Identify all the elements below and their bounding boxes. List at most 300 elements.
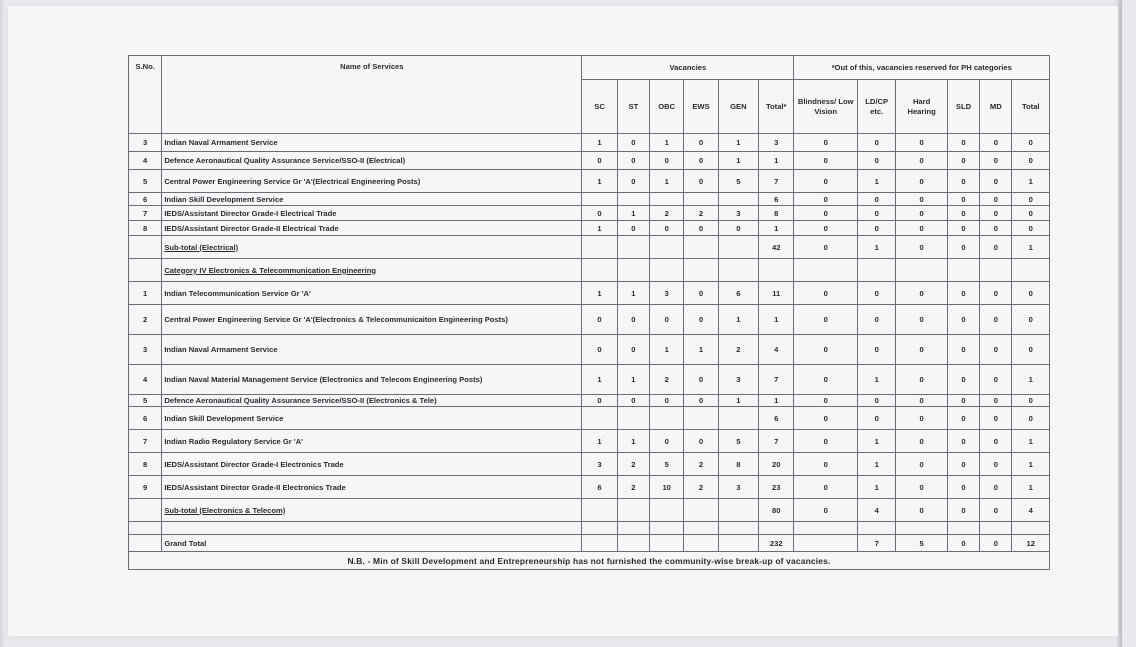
gen-cell: 3 <box>718 476 758 499</box>
table-row <box>129 282 1050 305</box>
gen-cell: 1 <box>718 395 758 407</box>
ph-total-cell <box>1012 259 1050 282</box>
sc-cell <box>582 407 617 430</box>
st-cell <box>617 259 649 282</box>
st-cell: 1 <box>617 365 649 395</box>
total-cell: 1 <box>759 395 794 407</box>
blindness-cell: 0 <box>794 476 858 499</box>
ldcp-cell: 0 <box>858 395 896 407</box>
sno-cell: 6 <box>129 193 162 206</box>
table-row <box>129 365 1050 395</box>
md-cell: 0 <box>980 305 1012 335</box>
md-cell: 0 <box>980 499 1012 522</box>
ph-total-cell <box>1012 522 1050 535</box>
sld-cell: 0 <box>947 453 979 476</box>
gen-cell <box>718 236 758 259</box>
obc-cell <box>650 193 684 206</box>
service-name-cell: IEDS/Assistant Director Grade-I Electronics Trade <box>162 453 582 476</box>
ph-total-cell: 0 <box>1012 193 1050 206</box>
sc-cell <box>582 259 617 282</box>
gen-cell: 6 <box>718 282 758 305</box>
sc-cell: 1 <box>582 170 617 193</box>
sld-cell: 0 <box>947 395 979 407</box>
service-name-cell: Defence Aeronautical Quality Assurance Service/SSO-II (Electronics & Tele) <box>162 395 582 407</box>
md-cell: 0 <box>980 236 1012 259</box>
col-obc: OBC <box>650 80 684 134</box>
sno-cell <box>129 259 162 282</box>
blindness-cell: 0 <box>794 395 858 407</box>
gen-cell <box>718 535 758 552</box>
col-total: Total* <box>759 80 794 134</box>
obc-cell: 0 <box>650 430 684 453</box>
gen-cell <box>718 407 758 430</box>
sno-cell: 1 <box>129 282 162 305</box>
sld-cell <box>947 259 979 282</box>
sld-cell: 0 <box>947 152 979 170</box>
obc-cell: 3 <box>650 282 684 305</box>
ldcp-cell: 0 <box>858 305 896 335</box>
hard-hearing-cell: 0 <box>896 335 947 365</box>
table-row <box>129 134 1050 152</box>
ews-cell <box>684 407 718 430</box>
blindness-cell: 0 <box>794 193 858 206</box>
service-name-cell: Grand Total <box>162 535 582 552</box>
ews-cell: 0 <box>684 305 718 335</box>
sc-cell: 0 <box>582 206 617 221</box>
st-cell <box>617 407 649 430</box>
blindness-cell: 0 <box>794 170 858 193</box>
blindness-cell <box>794 522 858 535</box>
sno-cell: 8 <box>129 221 162 236</box>
ph-total-cell: 1 <box>1012 170 1050 193</box>
st-cell <box>617 193 649 206</box>
sc-cell: 1 <box>582 282 617 305</box>
hard-hearing-cell: 0 <box>896 193 947 206</box>
sno-cell <box>129 499 162 522</box>
sld-cell: 0 <box>947 282 979 305</box>
sc-cell: 3 <box>582 453 617 476</box>
sld-cell: 0 <box>947 305 979 335</box>
gen-cell: 2 <box>718 335 758 365</box>
col-ews: EWS <box>684 80 718 134</box>
ews-cell: 0 <box>684 152 718 170</box>
service-name-cell: Indian Naval Armament Service <box>162 134 582 152</box>
hard-hearing-cell: 0 <box>896 430 947 453</box>
ldcp-cell: 0 <box>858 282 896 305</box>
hard-hearing-cell: 0 <box>896 152 947 170</box>
table-row <box>129 476 1050 499</box>
gen-cell: 1 <box>718 305 758 335</box>
ph-total-cell: 1 <box>1012 476 1050 499</box>
sc-cell: 6 <box>582 476 617 499</box>
sld-cell: 0 <box>947 335 979 365</box>
st-cell <box>617 522 649 535</box>
table-row <box>129 305 1050 335</box>
total-cell: 23 <box>759 476 794 499</box>
md-cell: 0 <box>980 282 1012 305</box>
md-cell: 0 <box>980 335 1012 365</box>
service-name-cell: IEDS/Assistant Director Grade-II Electronics Trade <box>162 476 582 499</box>
sc-cell: 1 <box>582 365 617 395</box>
sno-cell: 7 <box>129 430 162 453</box>
sld-cell: 0 <box>947 499 979 522</box>
table-row <box>129 430 1050 453</box>
sc-cell <box>582 522 617 535</box>
hard-hearing-cell: 0 <box>896 407 947 430</box>
service-name-cell: Indian Telecommunication Service Gr 'A' <box>162 282 582 305</box>
blindness-cell: 0 <box>794 335 858 365</box>
ph-total-cell: 12 <box>1012 535 1050 552</box>
sno-cell <box>129 236 162 259</box>
md-cell: 0 <box>980 476 1012 499</box>
obc-cell: 0 <box>650 221 684 236</box>
ews-cell: 0 <box>684 134 718 152</box>
obc-cell: 0 <box>650 305 684 335</box>
st-cell: 1 <box>617 430 649 453</box>
ldcp-cell: 1 <box>858 453 896 476</box>
sc-cell: 1 <box>582 221 617 236</box>
md-cell: 0 <box>980 193 1012 206</box>
left-paper-edge <box>0 0 6 647</box>
st-cell: 0 <box>617 152 649 170</box>
col-sld: SLD <box>947 80 979 134</box>
sno-cell: 4 <box>129 152 162 170</box>
hard-hearing-cell <box>896 259 947 282</box>
table-row <box>129 453 1050 476</box>
obc-cell <box>650 499 684 522</box>
service-name-cell: Central Power Engineering Service Gr 'A'(Electronics & Telecommunicaiton Engineering Posts) <box>162 305 582 335</box>
md-cell <box>980 522 1012 535</box>
table-row <box>129 335 1050 365</box>
md-cell: 0 <box>980 134 1012 152</box>
sno-cell: 9 <box>129 476 162 499</box>
sld-cell: 0 <box>947 221 979 236</box>
obc-cell: 5 <box>650 453 684 476</box>
ews-cell: 0 <box>684 365 718 395</box>
service-name-cell: IEDS/Assistant Director Grade-II Electrical Trade <box>162 221 582 236</box>
ph-total-cell: 0 <box>1012 335 1050 365</box>
sc-cell <box>582 535 617 552</box>
service-name-cell: Indian Radio Regulatory Service Gr 'A' <box>162 430 582 453</box>
ldcp-cell: 1 <box>858 430 896 453</box>
sc-cell <box>582 193 617 206</box>
sno-cell: 3 <box>129 335 162 365</box>
total-cell: 20 <box>759 453 794 476</box>
ph-total-cell: 0 <box>1012 407 1050 430</box>
st-cell: 0 <box>617 221 649 236</box>
ews-cell <box>684 522 718 535</box>
blindness-cell: 0 <box>794 430 858 453</box>
total-cell: 6 <box>759 407 794 430</box>
blindness-cell: 0 <box>794 305 858 335</box>
ldcp-cell: 0 <box>858 193 896 206</box>
sno-cell: 7 <box>129 206 162 221</box>
ph-total-cell: 1 <box>1012 365 1050 395</box>
table-body <box>129 134 1050 552</box>
ph-total-cell: 1 <box>1012 236 1050 259</box>
total-cell: 6 <box>759 193 794 206</box>
gen-cell: 5 <box>718 170 758 193</box>
st-cell <box>617 499 649 522</box>
sld-cell: 0 <box>947 365 979 395</box>
total-cell: 7 <box>759 365 794 395</box>
ldcp-cell: 1 <box>858 170 896 193</box>
ldcp-cell <box>858 522 896 535</box>
table-row <box>129 499 1050 522</box>
blindness-cell: 0 <box>794 365 858 395</box>
sc-cell <box>582 236 617 259</box>
ldcp-cell: 0 <box>858 152 896 170</box>
obc-cell: 1 <box>650 335 684 365</box>
ph-total-cell: 0 <box>1012 305 1050 335</box>
sc-cell <box>582 499 617 522</box>
st-cell <box>617 236 649 259</box>
obc-cell <box>650 236 684 259</box>
total-cell: 1 <box>759 305 794 335</box>
sno-cell: 2 <box>129 305 162 335</box>
sld-cell: 0 <box>947 193 979 206</box>
hard-hearing-cell: 0 <box>896 453 947 476</box>
ews-cell: 0 <box>684 395 718 407</box>
obc-cell: 1 <box>650 134 684 152</box>
st-cell: 2 <box>617 476 649 499</box>
gen-cell <box>718 499 758 522</box>
st-cell: 0 <box>617 170 649 193</box>
blindness-cell <box>794 259 858 282</box>
hard-hearing-cell <box>896 522 947 535</box>
blindness-cell: 0 <box>794 134 858 152</box>
sld-cell: 0 <box>947 476 979 499</box>
service-name-cell: Indian Skill Development Service <box>162 193 582 206</box>
table-row <box>129 206 1050 221</box>
hard-hearing-cell: 5 <box>896 535 947 552</box>
ews-cell <box>684 193 718 206</box>
gen-cell: 3 <box>718 206 758 221</box>
ldcp-cell: 0 <box>858 134 896 152</box>
st-cell: 0 <box>617 335 649 365</box>
service-name-text: Sub-total (Electrical) <box>164 242 239 252</box>
obc-cell: 0 <box>650 152 684 170</box>
blindness-cell <box>794 535 858 552</box>
gen-cell <box>718 259 758 282</box>
sld-cell: 0 <box>947 430 979 453</box>
service-name-text: Sub-total (Electronics & Telecom) <box>164 505 286 515</box>
sc-cell: 1 <box>582 430 617 453</box>
sno-cell <box>129 522 162 535</box>
obc-cell: 1 <box>650 170 684 193</box>
total-cell <box>759 522 794 535</box>
blindness-cell: 0 <box>794 221 858 236</box>
md-cell: 0 <box>980 407 1012 430</box>
vacancies-header: Vacancies <box>582 56 794 80</box>
col-hard-hearing: Hard Hearing <box>896 80 947 134</box>
ews-cell <box>684 499 718 522</box>
total-cell: 4 <box>759 335 794 365</box>
total-cell: 3 <box>759 134 794 152</box>
total-cell: 1 <box>759 152 794 170</box>
sno-cell: 5 <box>129 170 162 193</box>
md-cell: 0 <box>980 206 1012 221</box>
table-row <box>129 259 1050 282</box>
sld-cell: 0 <box>947 170 979 193</box>
st-cell: 1 <box>617 282 649 305</box>
col-md: MD <box>980 80 1012 134</box>
gen-cell: 5 <box>718 430 758 453</box>
sno-header: S.No. <box>129 56 162 134</box>
st-cell <box>617 535 649 552</box>
ph-total-cell: 0 <box>1012 134 1050 152</box>
gen-cell: 1 <box>718 134 758 152</box>
md-cell: 0 <box>980 430 1012 453</box>
blindness-cell: 0 <box>794 282 858 305</box>
vacancy-table <box>128 55 1050 570</box>
obc-cell: 0 <box>650 395 684 407</box>
sc-cell: 1 <box>582 134 617 152</box>
table-row <box>129 193 1050 206</box>
total-cell: 42 <box>759 236 794 259</box>
sld-cell <box>947 522 979 535</box>
table-row <box>129 152 1050 170</box>
ldcp-cell: 0 <box>858 407 896 430</box>
total-cell: 80 <box>759 499 794 522</box>
total-cell: 232 <box>759 535 794 552</box>
ph-total-cell: 1 <box>1012 453 1050 476</box>
hard-hearing-cell: 0 <box>896 365 947 395</box>
hard-hearing-cell: 0 <box>896 221 947 236</box>
service-name-cell: Indian Naval Armament Service <box>162 335 582 365</box>
sno-cell: 5 <box>129 395 162 407</box>
col-ldcp: LD/CP etc. <box>858 80 896 134</box>
sc-cell: 0 <box>582 395 617 407</box>
sc-cell: 0 <box>582 305 617 335</box>
ph-total-cell: 4 <box>1012 499 1050 522</box>
ldcp-cell: 0 <box>858 206 896 221</box>
footnote: N.B. - Min of Skill Development and Entrepreneurship has not furnished the community-wise break-up of vacancies. <box>129 552 1050 570</box>
blindness-cell: 0 <box>794 206 858 221</box>
ldcp-cell: 1 <box>858 365 896 395</box>
blindness-cell: 0 <box>794 453 858 476</box>
ldcp-cell: 1 <box>858 236 896 259</box>
ph-categories-header: *Out of this, vacancies reserved for PH categories <box>794 56 1050 80</box>
hard-hearing-cell: 0 <box>896 395 947 407</box>
service-name-header: Name of Services <box>162 56 582 134</box>
table-row <box>129 236 1050 259</box>
hard-hearing-cell: 0 <box>896 282 947 305</box>
st-cell: 2 <box>617 453 649 476</box>
st-cell: 0 <box>617 134 649 152</box>
table-row <box>129 221 1050 236</box>
ph-total-cell: 0 <box>1012 152 1050 170</box>
sno-cell: 3 <box>129 134 162 152</box>
col-st: ST <box>617 80 649 134</box>
sld-cell: 0 <box>947 236 979 259</box>
ldcp-cell: 4 <box>858 499 896 522</box>
blindness-cell: 0 <box>794 499 858 522</box>
ews-cell: 2 <box>684 476 718 499</box>
sc-cell: 0 <box>582 152 617 170</box>
hard-hearing-cell: 0 <box>896 305 947 335</box>
obc-cell <box>650 407 684 430</box>
service-name-cell <box>162 259 582 282</box>
ph-total-cell: 1 <box>1012 430 1050 453</box>
obc-cell <box>650 259 684 282</box>
ldcp-cell <box>858 259 896 282</box>
obc-cell: 2 <box>650 365 684 395</box>
st-cell: 0 <box>617 305 649 335</box>
service-name-cell: Indian Naval Material Management Service (Electronics and Telecom Engineering Posts) <box>162 365 582 395</box>
ews-cell <box>684 259 718 282</box>
total-cell: 7 <box>759 430 794 453</box>
hard-hearing-cell: 0 <box>896 476 947 499</box>
obc-cell <box>650 522 684 535</box>
total-cell: 1 <box>759 221 794 236</box>
hard-hearing-cell: 0 <box>896 236 947 259</box>
ph-total-cell: 0 <box>1012 282 1050 305</box>
ews-cell: 1 <box>684 335 718 365</box>
sc-cell: 0 <box>582 335 617 365</box>
obc-cell: 10 <box>650 476 684 499</box>
ews-cell: 2 <box>684 206 718 221</box>
gen-cell <box>718 522 758 535</box>
md-cell: 0 <box>980 365 1012 395</box>
hard-hearing-cell: 0 <box>896 170 947 193</box>
sld-cell: 0 <box>947 134 979 152</box>
sno-cell: 8 <box>129 453 162 476</box>
service-name-text: Category IV Electronics & Telecommunication Engineering <box>164 265 376 275</box>
st-cell: 1 <box>617 206 649 221</box>
ews-cell: 0 <box>684 221 718 236</box>
sld-cell: 0 <box>947 206 979 221</box>
service-name-cell <box>162 236 582 259</box>
md-cell <box>980 259 1012 282</box>
sno-cell <box>129 535 162 552</box>
ldcp-cell: 7 <box>858 535 896 552</box>
total-cell: 11 <box>759 282 794 305</box>
total-cell: 8 <box>759 206 794 221</box>
st-cell: 0 <box>617 395 649 407</box>
ldcp-cell: 1 <box>858 476 896 499</box>
table-row <box>129 407 1050 430</box>
table-row <box>129 395 1050 407</box>
ldcp-cell: 0 <box>858 335 896 365</box>
ph-total-cell: 0 <box>1012 206 1050 221</box>
blindness-cell: 0 <box>794 236 858 259</box>
total-cell: 7 <box>759 170 794 193</box>
table-row <box>129 535 1050 552</box>
hard-hearing-cell: 0 <box>896 206 947 221</box>
col-blindness: Blindness/ Low Vision <box>794 80 858 134</box>
blindness-cell: 0 <box>794 407 858 430</box>
md-cell: 0 <box>980 221 1012 236</box>
hard-hearing-cell: 0 <box>896 499 947 522</box>
md-cell: 0 <box>980 453 1012 476</box>
ph-total-cell: 0 <box>1012 221 1050 236</box>
md-cell: 0 <box>980 535 1012 552</box>
col-ph-total: Total <box>1012 80 1050 134</box>
service-name-cell: Indian Skill Development Service <box>162 407 582 430</box>
table-row <box>129 170 1050 193</box>
service-name-cell <box>162 499 582 522</box>
sno-cell: 4 <box>129 365 162 395</box>
sld-cell: 0 <box>947 407 979 430</box>
gen-cell: 8 <box>718 453 758 476</box>
gen-cell: 0 <box>718 221 758 236</box>
gen-cell <box>718 193 758 206</box>
ph-total-cell: 0 <box>1012 395 1050 407</box>
ews-cell <box>684 236 718 259</box>
md-cell: 0 <box>980 395 1012 407</box>
ews-cell: 0 <box>684 170 718 193</box>
